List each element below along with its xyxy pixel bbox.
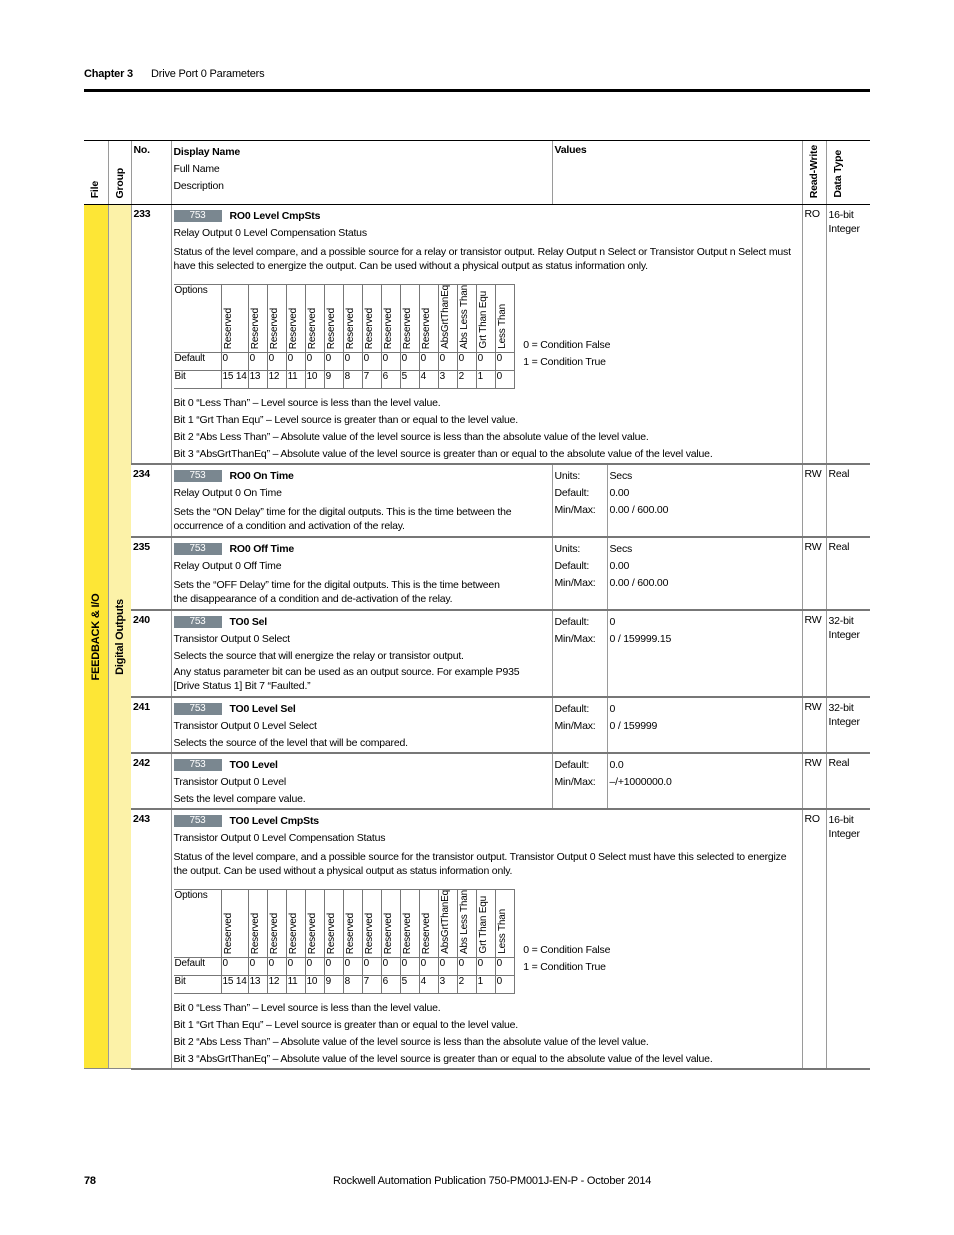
- data-type: Real: [826, 464, 870, 537]
- value-label: Min/Max:: [554, 576, 596, 589]
- condition-false: 0 = Condition False: [523, 943, 611, 956]
- group-cell: [108, 205, 131, 1069]
- bit-options-table: [174, 889, 515, 994]
- col-header-no: No.: [133, 144, 150, 156]
- bit-name: Reserved: [344, 912, 356, 954]
- bit-name: AbsGrtThanEq: [439, 890, 451, 954]
- bit-name: Reserved: [287, 912, 299, 954]
- col-header-values: Values: [554, 144, 587, 156]
- table-header-row: [84, 141, 870, 205]
- bit-number: 13: [248, 370, 267, 388]
- default-value: 0: [286, 957, 305, 975]
- port-badge: 753: [174, 616, 222, 628]
- bit-number: 15 14: [221, 370, 248, 388]
- table-row: [84, 537, 870, 610]
- bit-number: 13: [248, 975, 267, 993]
- param-full-name: Relay Output 0 Off Time: [173, 559, 282, 572]
- value-text: 0 / 159999: [609, 719, 658, 732]
- bit-number: 11: [286, 370, 305, 388]
- port-badge: 753: [174, 703, 222, 715]
- value-text: Secs: [609, 469, 633, 482]
- chapter-label: Chapter 3: [84, 68, 133, 80]
- bit-note: Bit 3 “AbsGrtThanEq” – Absolute value of the level source is greater than or equal to the absolute value of the level value.: [173, 1052, 713, 1065]
- data-type: 16-bit Integer: [826, 205, 870, 464]
- bit-name: Reserved: [344, 307, 356, 349]
- default-value: 0: [286, 352, 305, 370]
- default-value: 0: [324, 957, 343, 975]
- bit-note: Bit 0 “Less Than” – Level source is less than the level value.: [173, 396, 441, 409]
- bit-number: 0: [495, 975, 514, 993]
- param-description: Sets the level compare value.: [173, 792, 306, 805]
- read-write: RW: [802, 537, 826, 610]
- col-header-data-type: Data Type: [831, 150, 844, 198]
- param-number: 242: [131, 753, 171, 809]
- bit-name: Reserved: [306, 307, 318, 349]
- bit-name: Reserved: [287, 307, 299, 349]
- read-write: RW: [802, 753, 826, 809]
- bit-number: 7: [362, 370, 381, 388]
- param-full-name: Transistor Output 0 Level: [173, 775, 286, 788]
- col-header-display-name: Display Name: [173, 146, 240, 158]
- param-description-extra: Any status parameter bit can be used as an output source. For example P935 [Drive Status 1] Bit 7 “Faulted.”: [173, 665, 520, 692]
- param-description: Selects the source that will energize the relay or transistor output.: [173, 649, 464, 662]
- default-value: 0: [457, 352, 476, 370]
- bit-number: 6: [381, 975, 400, 993]
- default-value: 0: [381, 957, 400, 975]
- bit-name: Grt Than Equ: [477, 291, 489, 349]
- bit-number: 12: [267, 370, 286, 388]
- bit-number: 7: [362, 975, 381, 993]
- default-value: 0: [419, 352, 438, 370]
- file-label: FEEDBACK & I/O: [89, 593, 102, 681]
- table-row: [84, 809, 870, 1069]
- bit-number: 2: [457, 370, 476, 388]
- bit-name: Reserved: [363, 912, 375, 954]
- col-header-full-name: Full Name: [173, 163, 220, 175]
- bit-number: 4: [419, 975, 438, 993]
- bit-number: 2: [457, 975, 476, 993]
- param-number: 243: [131, 809, 171, 1069]
- bit-name: Less Than: [496, 304, 508, 349]
- value-label: Default:: [554, 486, 590, 499]
- bit-number: 11: [286, 975, 305, 993]
- bit-number: 5: [400, 370, 419, 388]
- col-header-description: Description: [173, 180, 224, 192]
- bit-number: 8: [343, 370, 362, 388]
- bit-name: Reserved: [249, 307, 261, 349]
- bit-name: Grt Than Equ: [477, 896, 489, 954]
- condition-legend: [523, 337, 610, 371]
- bit-note: Bit 1 “Grt Than Equ” – Level source is greater than or equal to the level value.: [173, 1018, 519, 1031]
- value-label: Default:: [554, 758, 590, 771]
- publication-info: Rockwell Automation Publication 750-PM001J-EN-P - October 2014: [333, 1175, 652, 1187]
- bit-name: Reserved: [382, 912, 394, 954]
- param-number: 240: [131, 610, 171, 697]
- bit-name: AbsGrtThanEq: [439, 285, 451, 349]
- value-label: Min/Max:: [554, 503, 596, 516]
- read-write: RW: [802, 464, 826, 537]
- default-value: 0: [248, 957, 267, 975]
- default-value: 0: [248, 352, 267, 370]
- bit-number: 0: [495, 370, 514, 388]
- value-label: Min/Max:: [554, 632, 596, 645]
- param-full-name: Relay Output 0 On Time: [173, 486, 282, 499]
- default-value: 0: [381, 352, 400, 370]
- param-full-name: Transistor Output 0 Select: [173, 632, 290, 645]
- options-label: Options: [174, 285, 222, 353]
- bit-number: 3: [438, 370, 457, 388]
- value-text: 0: [609, 615, 616, 628]
- param-number: 235: [131, 537, 171, 610]
- default-value: 0: [400, 352, 419, 370]
- value-label: Min/Max:: [554, 775, 596, 788]
- bit-name: Reserved: [401, 912, 413, 954]
- group-label: Digital Outputs: [113, 598, 126, 675]
- default-value: 0: [267, 957, 286, 975]
- default-value: 0: [362, 352, 381, 370]
- value-label: Units:: [554, 542, 581, 555]
- bit-note: Bit 2 “Abs Less Than” – Absolute value of the level source is less than the absolute value of the level value.: [173, 1035, 649, 1048]
- param-display-name: TO0 Sel: [229, 615, 268, 628]
- data-type: 16-bit Integer: [826, 809, 870, 1069]
- bit-name: Reserved: [363, 307, 375, 349]
- bit-name: Abs Less Than: [458, 889, 470, 954]
- col-header-file: File: [89, 180, 101, 198]
- col-header-read-write: Read-Write: [807, 144, 820, 198]
- bit-name: Reserved: [249, 912, 261, 954]
- default-value: 0: [305, 352, 324, 370]
- value-text: 0.00 / 600.00: [609, 503, 669, 516]
- bit-name: Reserved: [222, 912, 234, 954]
- bit-label: Bit: [174, 370, 222, 388]
- bit-number: 10: [305, 975, 324, 993]
- bit-note: Bit 1 “Grt Than Equ” – Level source is greater than or equal to the level value.: [173, 413, 519, 426]
- bit-number: 8: [343, 975, 362, 993]
- param-full-name: Transistor Output 0 Level Select: [173, 719, 317, 732]
- default-value: 0: [438, 957, 457, 975]
- value-text: 0.00 / 600.00: [609, 576, 669, 589]
- chapter-title: Drive Port 0 Parameters: [151, 68, 265, 80]
- default-value: 0: [419, 957, 438, 975]
- port-badge: 753: [174, 543, 222, 555]
- bit-name: Less Than: [496, 909, 508, 954]
- bit-name: Reserved: [420, 307, 432, 349]
- default-value: 0: [362, 957, 381, 975]
- default-value: 0: [476, 957, 495, 975]
- default-value: 0: [324, 352, 343, 370]
- bit-number: 3: [438, 975, 457, 993]
- param-description: Status of the level compare, and a possible source for the transistor output. Transistor Output 0 Select must have this selected to energize the output. Can be used without a physical output as status information only.: [173, 850, 787, 877]
- param-number: 234: [131, 464, 171, 537]
- bit-note: Bit 0 “Less Than” – Level source is less than the level value.: [173, 1001, 441, 1014]
- bit-number: 1: [476, 975, 495, 993]
- default-value: 0: [267, 352, 286, 370]
- read-write: RW: [802, 697, 826, 753]
- param-display-name: TO0 Level CmpSts: [229, 814, 319, 827]
- param-display-name: RO0 On Time: [229, 469, 294, 482]
- bit-number: 9: [324, 370, 343, 388]
- read-write: RO: [802, 809, 826, 1069]
- options-block: [174, 276, 800, 395]
- value-label: Min/Max:: [554, 719, 596, 732]
- bit-name: Reserved: [401, 307, 413, 349]
- param-display-name: RO0 Level CmpSts: [229, 210, 321, 222]
- value-text: 0: [609, 702, 616, 715]
- options-block: [174, 881, 800, 1000]
- bit-name: Reserved: [325, 912, 337, 954]
- page-number: 78: [84, 1175, 96, 1187]
- table-row: [84, 464, 870, 537]
- bit-name: Abs Less Than: [458, 285, 470, 349]
- bit-name: Reserved: [382, 307, 394, 349]
- bit-name: Reserved: [306, 912, 318, 954]
- bit-options-table: [174, 284, 515, 389]
- header-rule: [84, 89, 870, 92]
- data-type: Real: [826, 753, 870, 809]
- default-value: 0: [495, 957, 514, 975]
- port-badge: 753: [174, 759, 222, 771]
- param-display-name: TO0 Level Sel: [229, 702, 296, 715]
- read-write: RW: [802, 610, 826, 697]
- param-description: Sets the “ON Delay” time for the digital outputs. This is the time between the occurrence of a condition and activation of the relay.: [173, 505, 512, 532]
- bit-note: Bit 2 “Abs Less Than” – Absolute value of the level source is less than the absolute value of the level value.: [173, 430, 649, 443]
- bit-name: Reserved: [268, 307, 280, 349]
- default-value: 0: [400, 957, 419, 975]
- value-label: Default:: [554, 702, 590, 715]
- bit-number: 12: [267, 975, 286, 993]
- value-label: Default:: [554, 615, 590, 628]
- data-type: Real: [826, 537, 870, 610]
- options-label: Options: [174, 889, 222, 957]
- default-value: 0: [438, 352, 457, 370]
- bit-number: 10: [305, 370, 324, 388]
- value-text: 0.0: [609, 758, 624, 771]
- default-value: 0: [343, 352, 362, 370]
- condition-false: 0 = Condition False: [523, 338, 611, 351]
- bit-number: 9: [324, 975, 343, 993]
- value-text: Secs: [609, 542, 633, 555]
- table-row: [84, 205, 870, 464]
- bit-number: 15 14: [221, 975, 248, 993]
- bit-note: Bit 3 “AbsGrtThanEq” – Absolute value of the level source is greater than or equal to the absolute value of the level value.: [173, 447, 713, 460]
- default-value: 0: [476, 352, 495, 370]
- value-text: 0 / 159999.15: [609, 632, 672, 645]
- value-text: 0.00: [609, 486, 630, 499]
- port-badge: 753: [174, 210, 222, 222]
- param-description: Sets the “OFF Delay” time for the digital outputs. This is the time between the disappearance of a condition and de-activation of the relay.: [173, 578, 500, 605]
- bit-number: 5: [400, 975, 419, 993]
- file-cell: [84, 205, 108, 1069]
- default-value: 0: [221, 352, 248, 370]
- table-row: [84, 753, 870, 809]
- data-type: 32-bit Integer: [826, 697, 870, 753]
- param-full-name: Relay Output 0 Level Compensation Status: [173, 227, 367, 239]
- condition-true: 1 = Condition True: [523, 960, 606, 973]
- param-number: 241: [131, 697, 171, 753]
- default-label: Default: [174, 352, 222, 370]
- bit-name: Reserved: [222, 307, 234, 349]
- read-write: RO: [802, 205, 826, 464]
- data-type: 32-bit Integer: [826, 610, 870, 697]
- condition-true: 1 = Condition True: [523, 355, 606, 368]
- default-label: Default: [174, 957, 222, 975]
- default-value: 0: [457, 957, 476, 975]
- default-value: 0: [305, 957, 324, 975]
- bit-number: 6: [381, 370, 400, 388]
- param-description: Status of the level compare, and a possible source for a relay or transistor output. Relay Output n Select or Transistor Output n Select must have this selected to energize the output. Can be used without a physical output as status information only.: [173, 246, 791, 272]
- value-label: Default:: [554, 559, 590, 572]
- param-number: 233: [131, 205, 171, 464]
- value-text: –/+1000000.0: [609, 775, 672, 788]
- table-row: [84, 610, 870, 697]
- bit-label: Bit: [174, 975, 222, 993]
- bit-name: Reserved: [420, 912, 432, 954]
- default-value: 0: [495, 352, 514, 370]
- bit-number: 4: [419, 370, 438, 388]
- param-display-name: RO0 Off Time: [229, 542, 295, 555]
- col-header-group: Group: [113, 167, 126, 198]
- parameter-table: [84, 140, 870, 1070]
- port-badge: 753: [174, 470, 222, 482]
- param-full-name: Transistor Output 0 Level Compensation Status: [173, 831, 386, 844]
- condition-legend: [523, 942, 610, 976]
- param-description: Selects the source of the level that will be compared.: [173, 736, 408, 749]
- value-text: 0.00: [609, 559, 630, 572]
- param-display-name: TO0 Level: [229, 758, 278, 771]
- default-value: 0: [221, 957, 248, 975]
- bit-name: Reserved: [268, 912, 280, 954]
- bit-number: 1: [476, 370, 495, 388]
- value-label: Units:: [554, 469, 581, 482]
- table-row: [84, 697, 870, 753]
- port-badge: 753: [174, 815, 222, 827]
- bit-name: Reserved: [325, 307, 337, 349]
- default-value: 0: [343, 957, 362, 975]
